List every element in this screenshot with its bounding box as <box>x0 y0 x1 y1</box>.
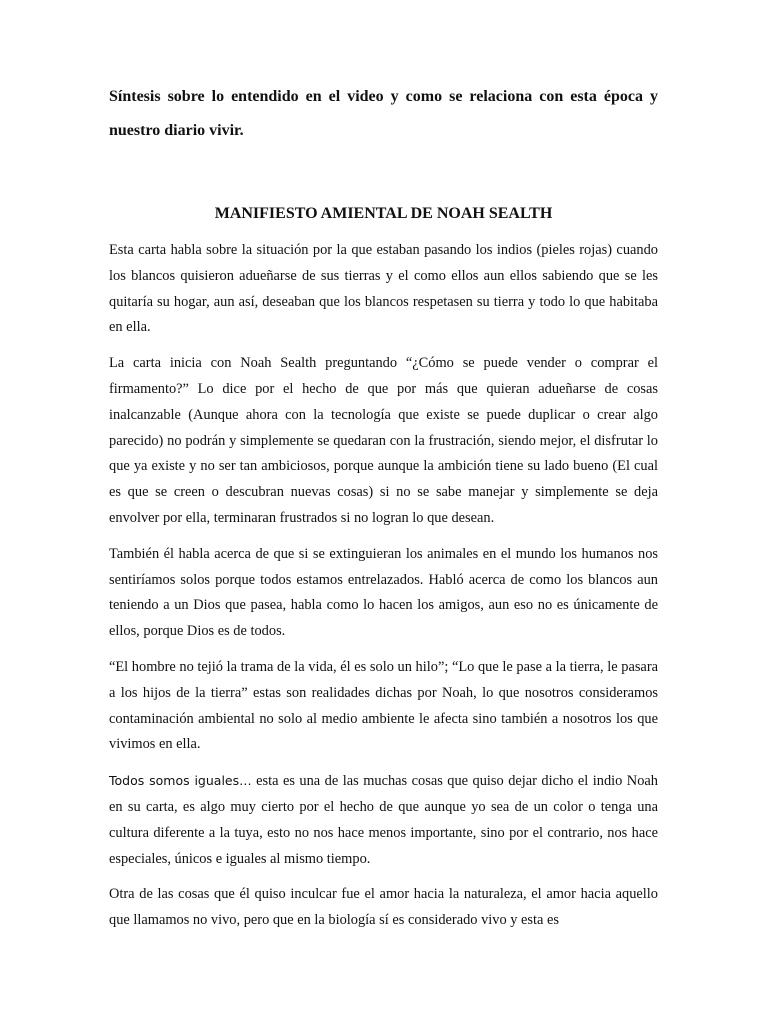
paragraph-4: “El hombre no tejió la trama de la vida, él es solo un hilo”; “Lo que le pase a la tierra, le pasara a los hijos de la tierra” estas son realidades dichas por Noah, lo que nosotros consideramos contaminación ambiental no solo al medio ambiente le afecta sino también a nosotros los que vivimos en ella. <box>109 658 658 753</box>
paragraph-5-lead: Todos somos iguales… <box>109 773 252 789</box>
paragraph-3: También él habla acerca de que si se extinguieran los animales en el mundo los humanos nos sentiríamos solos porque todos estamos entrelazados. Habló acerca de como los blancos aun teniendo a un Dios que pasea, habla como lo hacen los amigos, aun eso no es únicamente de ellos, porque Dios es de todos. <box>109 545 658 640</box>
paragraph-5 <box>109 768 658 872</box>
document-heading: Síntesis sobre lo entendido en el video y como se relaciona con esta época y nuestro diario vivir. <box>109 88 658 139</box>
paragraph-5-rest: esta es una de las muchas cosas que quiso dejar dicho el indio Noah en su carta, es algo muy cierto por el hecho de que aunque yo sea de un color o tenga una cultura diferente a la tuya, esto no nos hace menos importante, sino por el contrario, nos hace especiales, únicos e iguales al mismo tiempo. <box>109 773 658 867</box>
paragraph-6: Otra de las cosas que él quiso inculcar fue el amor hacia la naturaleza, el amor hacia aquello que llamamos no vivo, pero que en la biología sí es considerado vivo y esta es <box>109 886 658 929</box>
paragraph-1: Esta carta habla sobre la situación por la que estaban pasando los indios (pieles rojas) cuando los blancos quisieron adueñarse de sus tierras y el como ellos aun ellos sabiendo que se les quitaría su hogar, aun así, deseaban que los blancos respetasen su tierra y todo lo que habitaba en ella. <box>109 242 658 336</box>
paragraph-2: La carta inicia con Noah Sealth preguntando “¿Cómo se puede vender o comprar el firmamento?” Lo dice por el hecho de que por más que quieran adueñarse de cosas inalcanzable (Aunque ahora con la tecnología que existe se puede duplicar o crear algo parecido) no podrán y simplemente se quedaran con la frustración, siendo mejor, el disfrutar lo que ya existe y no ser tan ambiciosos, porque aunque la ambición tiene su lado bueno (El cual es que se creen o descubran nuevas cosas) si no se sabe manejar y simplemente se deja envolver por ella, terminaran frustrados si no logran lo que desean. <box>109 355 658 526</box>
document-page <box>109 80 658 934</box>
document-title: MANIFIESTO AMIENTAL DE NOAH SEALTH <box>214 205 553 222</box>
